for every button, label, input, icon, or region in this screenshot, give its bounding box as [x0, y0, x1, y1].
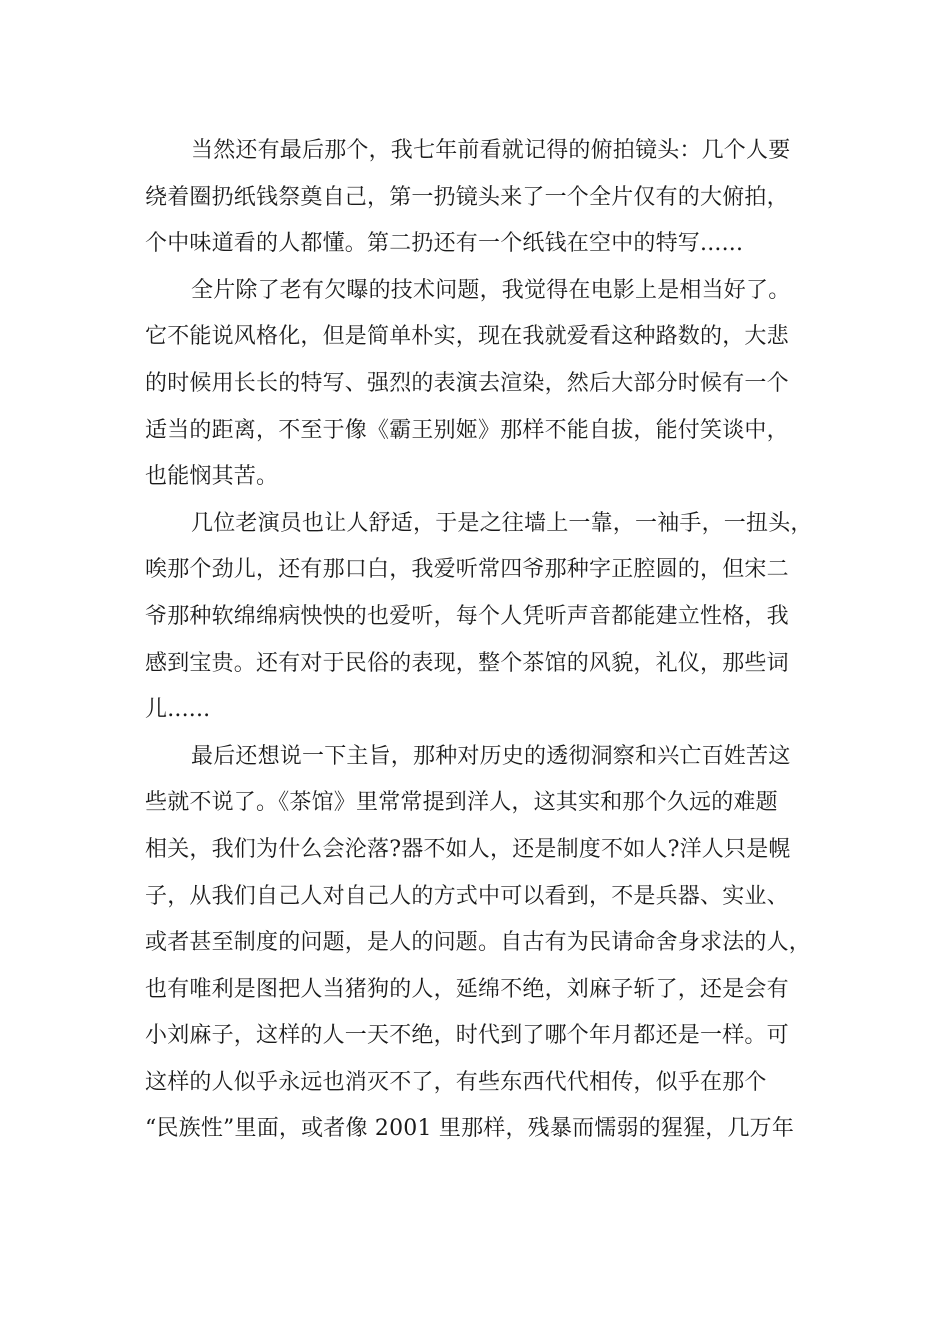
paragraph-4-line-6: 也有唯利是图把人当猪狗的人，延绵不绝，刘麻子斩了，还是会有 — [145, 976, 789, 1002]
paragraph-1-line-2: 绕着圈扔纸钱祭奠自己，第一扔镜头来了一个全片仅有的大俯拍， — [145, 184, 789, 210]
paragraph-4-line-8: 这样的人似乎永远也消灭不了，有些东西代代相传，似乎在那个 — [145, 1069, 767, 1095]
paragraph-3-line-3: 爷那种软绵绵病怏怏的也爱听，每个人凭听声音都能建立性格，我 — [145, 603, 789, 629]
paragraph-2-line-3: 的时候用长长的特写、强烈的表演去渲染，然后大部分时候有一个 — [145, 370, 789, 396]
paragraph-1-line-3: 个中味道看的人都懂。第二扔还有一个纸钱在空中的特写...... — [145, 231, 744, 257]
paragraph-2-line-4: 适当的距离，不至于像《霸王别姬》那样不能自拔，能付笑谈中， — [145, 417, 789, 443]
paragraph-4-line-7: 小刘麻子，这样的人一天不绝，时代到了哪个年月都还是一样。可 — [145, 1023, 789, 1049]
paragraph-4-line-2: 些就不说了。《茶馆》里常常提到洋人，这其实和那个久远的难题 — [145, 790, 778, 816]
paragraph-2-line-2: 它不能说风格化，但是简单朴实，现在我就爱看这种路数的，大悲 — [145, 324, 789, 350]
paragraph-3-line-1: 几位老演员也让人舒适，于是之往墙上一靠，一袖手，一扭头， — [191, 510, 813, 536]
paragraph-3-line-2: 唉那个劲儿，还有那口白，我爱听常四爷那种字正腔圆的，但宋二 — [145, 557, 789, 583]
paragraph-4-line-4: 子，从我们自己人对自己人的方式中可以看到，不是兵器、实业、 — [145, 883, 789, 909]
paragraph-2-line-1: 全片除了老有欠曝的技术问题，我觉得在电影上是相当好了。 — [191, 277, 791, 303]
paragraph-4-line-9: “民族性”里面，或者像 2001 里那样，残暴而懦弱的猩猩，几万年 — [145, 1116, 795, 1142]
paragraph-3-line-4: 感到宝贵。还有对于民俗的表现，整个茶馆的风貌，礼仪，那些词 — [145, 650, 789, 676]
paragraph-4-line-1: 最后还想说一下主旨，那种对历史的透彻洞察和兴亡百姓苦这 — [191, 743, 791, 769]
paragraph-4-line-5: 或者甚至制度的问题，是人的问题。自古有为民请命舍身求法的人， — [145, 930, 812, 956]
document-body — [145, 128, 835, 1153]
paragraph-4-line-3: 相关，我们为什么会沦落?器不如人，还是制度不如人?洋人只是幌 — [145, 836, 791, 862]
paragraph-3-line-5: 儿...... — [145, 697, 211, 723]
paragraph-1-line-1: 当然还有最后那个，我七年前看就记得的俯拍镜头：几个人要 — [191, 138, 791, 163]
paragraph-2-line-5: 也能悯其苦。 — [145, 464, 279, 490]
